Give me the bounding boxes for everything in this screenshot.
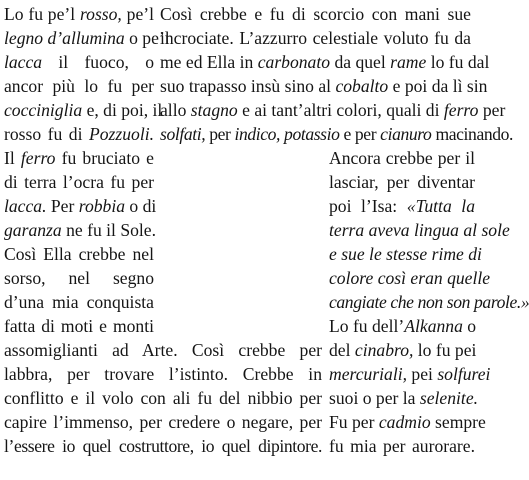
- italic-term: e sue le stesse rime di: [329, 244, 482, 264]
- text-run: Così Ella crebbe nel: [4, 244, 154, 264]
- text-run: Fu per: [329, 412, 379, 432]
- text-run: e ai tant’altri colori, quali di: [237, 100, 444, 120]
- text-line: [4, 194, 157, 218]
- text-run: ne fu il Sole.: [61, 220, 156, 240]
- text-run: macinando.: [431, 124, 514, 144]
- italic-term: «Tutta la: [406, 196, 475, 216]
- text-run: d’una mia conquista: [4, 292, 154, 312]
- text-run: poi l’Isa:: [329, 196, 407, 216]
- text-line: [329, 266, 491, 290]
- italic-term: stagno: [190, 100, 238, 120]
- text-line: [160, 50, 490, 74]
- italic-term: colore così eran quelle: [329, 268, 491, 288]
- text-run: suo trapasso insù sino al: [160, 76, 336, 96]
- text-run: incrociate. L’azzurro celestiale voluto fu da: [160, 28, 471, 48]
- text-line: [160, 26, 471, 50]
- italic-term: ferro: [443, 100, 479, 120]
- text-line: [4, 218, 154, 242]
- text-run: lasciar, per diventar: [329, 172, 475, 192]
- text-run: pe’l: [121, 4, 154, 24]
- text-line: [329, 386, 479, 410]
- italic-term: terra aveva lingua al sole: [329, 220, 510, 240]
- text-line: [329, 434, 475, 458]
- text-line: [4, 362, 322, 386]
- text-line: [4, 26, 170, 50]
- text-line: [329, 410, 486, 434]
- text-run: Lo fu dell’: [329, 316, 405, 336]
- right-column: [329, 146, 529, 458]
- italic-term: Pozzuoli.: [88, 124, 154, 144]
- italic-term: robbia: [78, 196, 126, 216]
- text-line: [4, 122, 154, 146]
- text-run: assomiglianti ad Arte. Così crebbe per: [4, 340, 322, 360]
- italic-term: cangiate che non son parole.»: [329, 292, 529, 312]
- text-line: [4, 386, 322, 410]
- text-run: o di: [125, 196, 157, 216]
- italic-term: solfurei: [437, 364, 491, 384]
- text-line: [329, 194, 475, 218]
- text-line: [329, 146, 475, 170]
- text-run: sempre: [430, 412, 486, 432]
- text-run: labbra, per trovare l’istinto. Crebbe in: [4, 364, 322, 384]
- text-line: [4, 98, 163, 122]
- text-run: o pe’l: [124, 28, 170, 48]
- text-run: me ed Ella in: [160, 52, 258, 72]
- text-run: Il: [4, 148, 21, 168]
- text-run: lo fu pei: [413, 340, 477, 360]
- italic-term: indico, potassio: [234, 124, 340, 144]
- text-run: fu bruciato e: [55, 148, 154, 168]
- italic-term: cadmio: [378, 412, 431, 432]
- text-run: e, di poi, il: [82, 100, 163, 120]
- text-run: lo fu dal: [426, 52, 490, 72]
- text-line: [329, 338, 475, 362]
- text-line: [4, 50, 154, 74]
- text-run: Così crebbe e fu di scorcio con mani sue: [160, 4, 471, 24]
- text-line: [4, 410, 322, 434]
- text-line: [329, 242, 482, 266]
- italic-term: rosso,: [79, 4, 122, 24]
- text-line: [329, 170, 475, 194]
- text-run: fatta di moti e monti: [4, 316, 154, 336]
- italic-term: ferro: [20, 148, 56, 168]
- text-line: [4, 146, 154, 170]
- text-run: allo: [160, 100, 191, 120]
- text-run: di terra l’ocra fu per: [4, 172, 154, 192]
- text-line: [329, 290, 529, 314]
- text-run: o: [462, 316, 477, 336]
- text-line: [160, 2, 471, 26]
- italic-term: Alkanna: [404, 316, 463, 336]
- italic-term: garanza: [4, 220, 62, 240]
- italic-term: lacca: [4, 52, 43, 72]
- text-line: [329, 362, 491, 386]
- text-run: fu mia per aurorare.: [329, 436, 475, 456]
- text-run: e poi da lì sin: [388, 76, 488, 96]
- text-run: Per: [46, 196, 79, 216]
- italic-term: selenite.: [419, 388, 479, 408]
- left-column: [4, 2, 170, 338]
- text-run: capire l’immenso, per credere o negare, per: [4, 412, 322, 432]
- italic-term: lacca.: [4, 196, 47, 216]
- text-run: rosso fu di: [4, 124, 89, 144]
- top-right-paragraph: [160, 2, 514, 146]
- text-line: [4, 434, 322, 458]
- text-run: e per: [339, 124, 381, 144]
- italic-term: cinabro,: [354, 340, 414, 360]
- text-run: l’essere io quel costruttore, io quel dipintore.: [4, 436, 322, 456]
- italic-term: solfati,: [160, 124, 206, 144]
- text-line: [160, 74, 488, 98]
- text-run: del: [329, 340, 355, 360]
- italic-term: carbonato: [257, 52, 331, 72]
- text-run: ancor più lo fu per: [4, 76, 154, 96]
- text-run: Lo fu pe’l: [4, 4, 80, 24]
- text-run: pei: [407, 364, 438, 384]
- text-line: [4, 2, 154, 26]
- text-run: sorso, nel segno: [4, 268, 154, 288]
- text-line: [4, 338, 322, 362]
- italic-term: cianuro: [380, 124, 432, 144]
- italic-term: cobalto: [335, 76, 389, 96]
- text-run: conflitto e il volo con ali fu del nibbio per: [4, 388, 322, 408]
- text-run: il fuoco, o: [42, 52, 154, 72]
- text-line: [4, 314, 154, 338]
- text-line: [4, 242, 154, 266]
- italic-term: legno d’allumina: [4, 28, 125, 48]
- text-line: [329, 314, 475, 338]
- italic-term: rame: [390, 52, 427, 72]
- italic-term: cocciniglia: [4, 100, 83, 120]
- text-line: [4, 266, 154, 290]
- italic-term: mercuriali,: [329, 364, 408, 384]
- text-line: [329, 218, 510, 242]
- text-line: [4, 74, 154, 98]
- text-run: per: [478, 100, 506, 120]
- text-run: da quel: [330, 52, 391, 72]
- text-line: [4, 170, 154, 194]
- text-run: per: [205, 124, 235, 144]
- text-run: suoi o per la: [329, 388, 420, 408]
- text-line: [4, 290, 154, 314]
- text-run: Ancora crebbe per il: [329, 148, 475, 168]
- text-line: [160, 122, 514, 146]
- bottom-left-paragraph: [4, 338, 322, 458]
- text-line: [160, 98, 506, 122]
